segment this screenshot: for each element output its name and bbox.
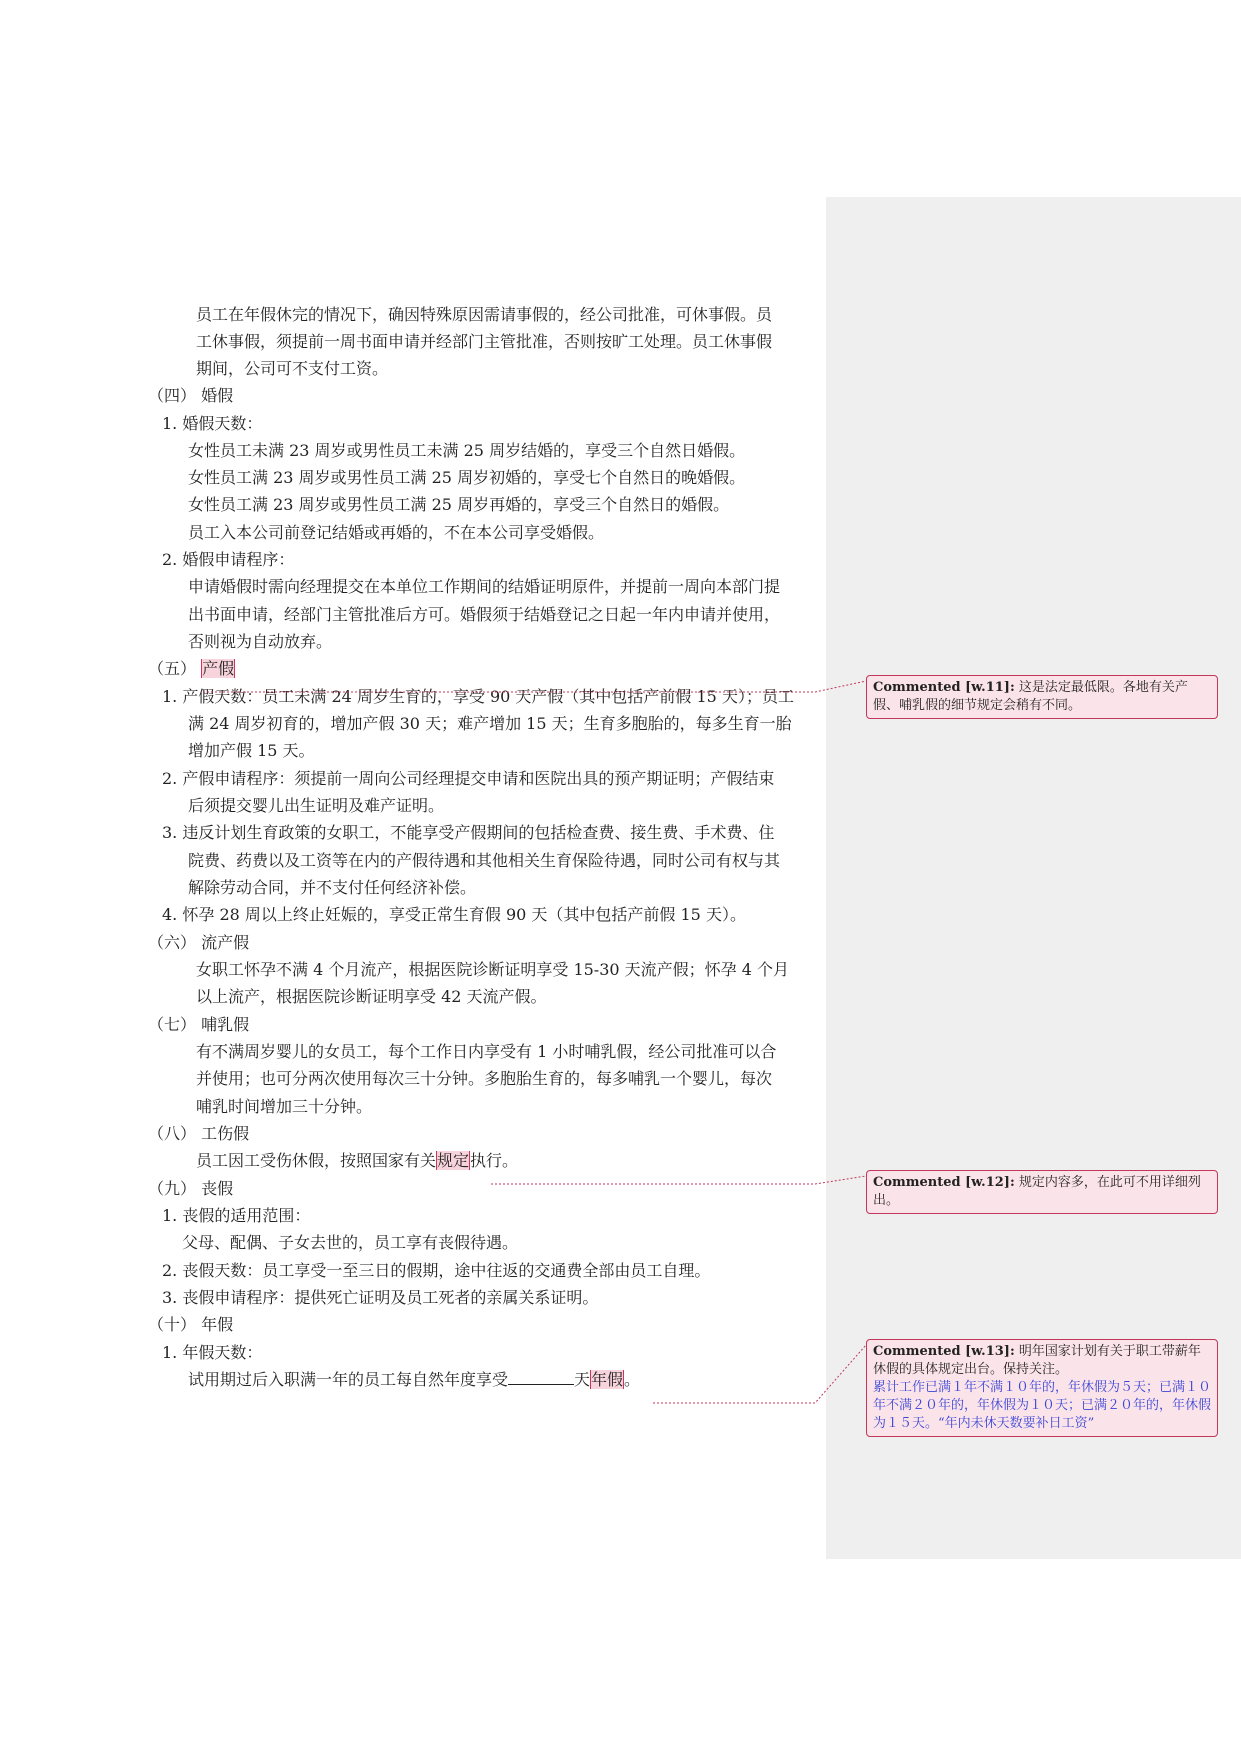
paragraph-line: 满 24 周岁初育的，增加产假 30 天；难产增加 15 天；生育多胞胎的，每多生育一胎 bbox=[188, 714, 792, 733]
list-item: 1. 丧假的适用范围： bbox=[162, 1206, 311, 1225]
paragraph-line: 员工在年假休完的情况下，确因特殊原因需请事假的，经公司批准，可休事假。员 bbox=[196, 305, 773, 324]
section-heading: （七） 哺乳假 bbox=[148, 1015, 250, 1034]
comment-balloon-w12[interactable] bbox=[866, 1170, 1218, 1214]
section-heading: （八） 工伤假 bbox=[148, 1124, 250, 1143]
list-item: 3. 违反计划生育政策的女职工，不能享受产假期间的包括检查费、接生费、手术费、住 bbox=[162, 823, 775, 842]
comment-balloon-w13[interactable] bbox=[866, 1339, 1218, 1437]
list-item: 1. 年假天数： bbox=[162, 1343, 263, 1362]
list-item: 1. 产假天数：员工未满 24 周岁生育的，享受 90 天产假（其中包括产前假 15 天）；员工 bbox=[162, 687, 794, 706]
blank-fill-line[interactable] bbox=[508, 1370, 574, 1385]
comment-label: Commented [w.13]: bbox=[873, 1344, 1015, 1359]
paragraph-line: 以上流产，根据医院诊断证明享受 42 天流产假。 bbox=[196, 987, 547, 1006]
list-item: 2. 丧假天数：员工享受一至三日的假期，途中往返的交通费全部由员工自理。 bbox=[162, 1261, 711, 1280]
paragraph-line: 增加产假 15 天。 bbox=[188, 741, 315, 760]
section-heading: （十） 年假 bbox=[148, 1315, 234, 1334]
list-item: 2. 产假申请程序：须提前一周向公司经理提交申请和医院出具的预产期证明；产假结束 bbox=[162, 769, 775, 788]
paragraph-line: 女职工怀孕不满 4 个月流产，根据医院诊断证明享受 15-30 天流产假；怀孕 4 个月 bbox=[196, 960, 790, 979]
paragraph-line: 女性员工满 23 周岁或男性员工满 25 周岁初婚的，享受七个自然日的晚婚假。 bbox=[188, 468, 746, 487]
list-item: 1. 婚假天数： bbox=[162, 414, 263, 433]
comment-label: Commented [w.12]: bbox=[873, 1175, 1015, 1190]
paragraph-line: 院费、药费以及工资等在内的产假待遇和其他相关生育保险待遇，同时公司有权与其 bbox=[188, 851, 781, 870]
comment-anchor-highlight[interactable]: 产假 bbox=[202, 659, 235, 678]
comment-balloon-w11[interactable] bbox=[866, 675, 1218, 719]
paragraph-line: 员工因工受伤休假，按照国家有关规定执行。 bbox=[196, 1151, 519, 1170]
paragraph-line: 哺乳时间增加三十分钟。 bbox=[196, 1097, 373, 1116]
list-item: 3. 丧假申请程序：提供死亡证明及员工死者的亲属关系证明。 bbox=[162, 1288, 599, 1307]
comment-text: 这是法定最低限。各地有关产假、哺乳假的细节规定会稍有不同。 bbox=[873, 680, 1188, 713]
section-heading: （九） 丧假 bbox=[148, 1179, 234, 1198]
paragraph-line: 父母、配偶、子女去世的，员工享有丧假待遇。 bbox=[182, 1233, 519, 1252]
paragraph-line: 女性员工未满 23 周岁或男性员工未满 25 周岁结婚的，享受三个自然日婚假。 bbox=[188, 441, 746, 460]
section-heading: （四） 婚假 bbox=[148, 386, 234, 405]
paragraph-line: 试用期过后入职满一年的员工每自然年度享受 天年假。 bbox=[188, 1370, 641, 1389]
comment-anchor-highlight[interactable]: 规定 bbox=[437, 1151, 470, 1170]
section-heading-maternity: （五） 产假 bbox=[148, 659, 235, 678]
paragraph-line: 出书面申请，经部门主管批准后方可。婚假须于结婚登记之日起一年内申请并使用， bbox=[188, 605, 781, 624]
paragraph-line: 期间，公司可不支付工资。 bbox=[196, 359, 389, 378]
comment-anchor-highlight[interactable]: 年假 bbox=[591, 1370, 624, 1389]
paragraph-line: 工休事假，须提前一周书面申请并经部门主管批准，否则按旷工处理。员工休事假 bbox=[196, 332, 773, 351]
paragraph-line: 申请婚假时需向经理提交在本单位工作期间的结婚证明原件，并提前一周向本部门提 bbox=[188, 577, 781, 596]
paragraph-line: 并使用；也可分两次使用每次三十分钟。多胞胎生育的，每多哺乳一个婴儿，每次 bbox=[196, 1069, 773, 1088]
list-item: 2. 婚假申请程序： bbox=[162, 550, 295, 569]
paragraph-line: 否则视为自动放弃。 bbox=[188, 632, 333, 651]
paragraph-line: 员工入本公司前登记结婚或再婚的，不在本公司享受婚假。 bbox=[188, 523, 605, 542]
list-item: 4. 怀孕 28 周以上终止妊娠的，享受正常生育假 90 天（其中包括产前假 15 天）。 bbox=[162, 905, 746, 924]
paragraph-line: 有不满周岁婴儿的女员工，每个工作日内享受有 1 小时哺乳假，经公司批准可以合 bbox=[196, 1042, 777, 1061]
section-heading: （六） 流产假 bbox=[148, 933, 250, 952]
paragraph-line: 解除劳动合同，并不支付任何经济补偿。 bbox=[188, 878, 477, 897]
paragraph-line: 女性员工满 23 周岁或男性员工满 25 周岁再婚的，享受三个自然日的婚假。 bbox=[188, 495, 730, 514]
comment-text: 明年国家计划有关于职工带薪年休假的具体规定出台。保持关注。 bbox=[873, 1344, 1201, 1377]
comment-text: 规定内容多，在此可不用详细列出。 bbox=[873, 1175, 1201, 1208]
comment-label: Commented [w.11]: bbox=[873, 680, 1015, 695]
paragraph-line: 后须提交婴儿出生证明及难产证明。 bbox=[188, 796, 445, 815]
comment-extra-text: 累计工作已满１年不满１０年的，年休假为５天；已满１０年不满２０年的，年休假为１０天；已满２０年的，年休假为１５天。“年内未休天数要补日工资” bbox=[873, 1380, 1212, 1431]
